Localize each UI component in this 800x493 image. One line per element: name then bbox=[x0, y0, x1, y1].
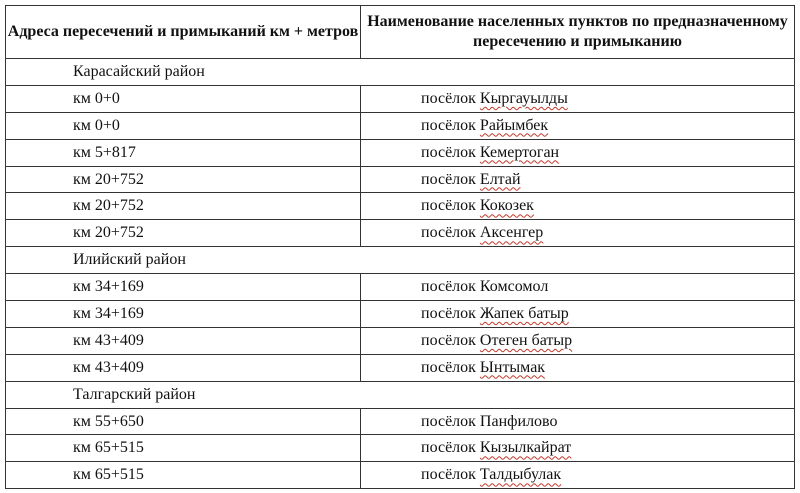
settlement-cell bbox=[361, 139, 795, 166]
table-row bbox=[6, 274, 795, 301]
address-cell: км 55+650 bbox=[6, 408, 361, 435]
settlement-name: Аксенгер bbox=[479, 224, 544, 242]
header-settlement: Наименование населенных пунктов по предназначенному пересечению и примыканию bbox=[361, 6, 795, 59]
settlement-name: Жапек батыр bbox=[479, 304, 569, 322]
settlement-cell bbox=[361, 112, 795, 139]
table-row bbox=[6, 166, 795, 193]
settlement-prefix: посёлок bbox=[421, 143, 476, 161]
address-cell: км 43+409 bbox=[6, 354, 361, 381]
address-cell: км 34+169 bbox=[6, 301, 361, 328]
settlement-prefix: посёлок bbox=[421, 304, 476, 322]
district-row bbox=[6, 59, 795, 86]
address-cell: км 20+752 bbox=[6, 193, 361, 220]
settlement-name: Талдыбулак bbox=[479, 466, 562, 484]
settlements-table bbox=[5, 5, 795, 489]
settlement-cell bbox=[361, 327, 795, 354]
settlement-name: Кызылкайрат bbox=[479, 439, 572, 457]
settlement-prefix: посёлок bbox=[421, 116, 476, 134]
settlement-cell bbox=[361, 274, 795, 301]
table-row bbox=[6, 193, 795, 220]
table-row bbox=[6, 435, 795, 462]
district-name: Илийский район bbox=[6, 247, 795, 274]
address-cell: км 43+409 bbox=[6, 327, 361, 354]
address-cell: км 0+0 bbox=[6, 85, 361, 112]
settlement-name: Кемертоган bbox=[479, 143, 560, 161]
settlement-name: Райымбек bbox=[479, 116, 549, 134]
district-row bbox=[6, 247, 795, 274]
settlement-cell bbox=[361, 408, 795, 435]
district-name: Талгарский район bbox=[6, 381, 795, 408]
district-row bbox=[6, 381, 795, 408]
settlement-prefix: посёлок bbox=[421, 170, 476, 188]
table-row bbox=[6, 301, 795, 328]
table-row bbox=[6, 85, 795, 112]
settlement-name: Кыргауылды bbox=[479, 89, 568, 107]
table-row bbox=[6, 139, 795, 166]
settlement-cell bbox=[361, 462, 795, 489]
settlement-name: Ынтымак bbox=[479, 358, 546, 376]
settlement-prefix: посёлок bbox=[421, 89, 476, 107]
settlement-prefix: посёлок bbox=[421, 358, 476, 376]
address-cell: км 20+752 bbox=[6, 166, 361, 193]
table-row bbox=[6, 112, 795, 139]
settlement-cell bbox=[361, 354, 795, 381]
address-cell: км 5+817 bbox=[6, 139, 361, 166]
table-row bbox=[6, 327, 795, 354]
address-cell: км 20+752 bbox=[6, 220, 361, 247]
settlement-cell bbox=[361, 166, 795, 193]
table-row bbox=[6, 354, 795, 381]
address-cell: км 65+515 bbox=[6, 435, 361, 462]
table-body bbox=[6, 59, 795, 489]
table-row bbox=[6, 408, 795, 435]
settlement-prefix: посёлок bbox=[421, 278, 476, 296]
settlement-cell bbox=[361, 85, 795, 112]
settlement-name: Панфилово bbox=[479, 412, 558, 430]
address-cell: км 34+169 bbox=[6, 274, 361, 301]
settlement-name: Кокозек bbox=[479, 197, 534, 215]
settlement-prefix: посёлок bbox=[421, 412, 476, 430]
table-row bbox=[6, 220, 795, 247]
header-address: Адреса пересечений и примыканий км + метров bbox=[6, 6, 361, 59]
settlement-prefix: посёлок bbox=[421, 439, 476, 457]
settlement-prefix: посёлок bbox=[421, 224, 476, 242]
header-row bbox=[6, 6, 795, 59]
settlement-prefix: посёлок bbox=[421, 197, 476, 215]
settlement-cell bbox=[361, 193, 795, 220]
address-cell: км 0+0 bbox=[6, 112, 361, 139]
settlement-name: Елтай bbox=[479, 170, 521, 188]
address-cell: км 65+515 bbox=[6, 462, 361, 489]
settlement-cell bbox=[361, 435, 795, 462]
settlement-name: Отеген батыр bbox=[479, 331, 573, 349]
settlement-prefix: посёлок bbox=[421, 331, 476, 349]
settlement-cell bbox=[361, 220, 795, 247]
settlement-cell bbox=[361, 301, 795, 328]
district-name: Карасайский район bbox=[6, 59, 795, 86]
settlement-name: Комсомол bbox=[479, 278, 549, 296]
settlement-prefix: посёлок bbox=[421, 466, 476, 484]
table-row bbox=[6, 462, 795, 489]
